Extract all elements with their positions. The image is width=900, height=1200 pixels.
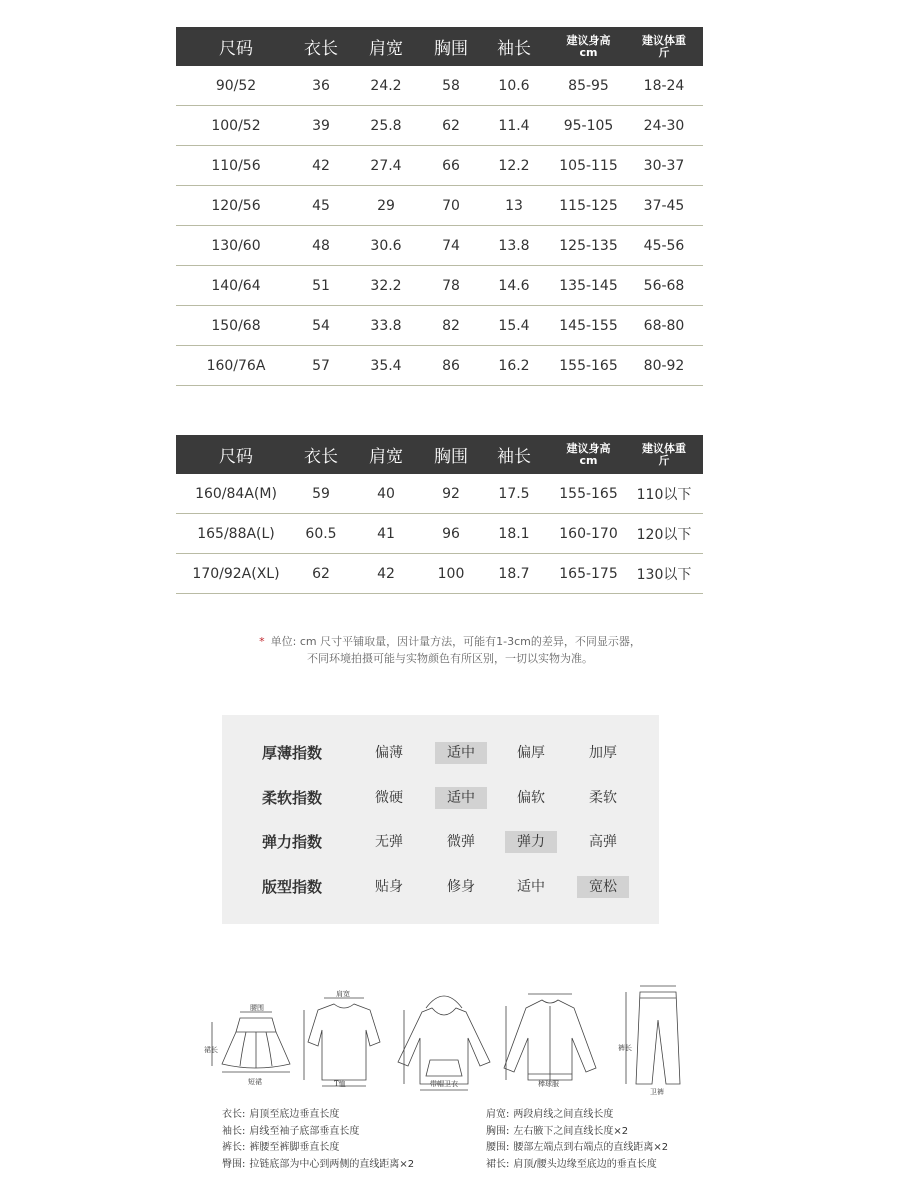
garment-measure-diagram bbox=[200, 980, 700, 1100]
table-cell: 68-80 bbox=[625, 306, 703, 346]
table-cell: 59 bbox=[296, 474, 346, 514]
index-option: 适中 bbox=[517, 878, 545, 895]
table-cell: 130以下 bbox=[625, 554, 703, 594]
table-cell: 41 bbox=[346, 514, 426, 554]
skirt-side-label: 裙长 bbox=[204, 1046, 218, 1054]
note-line1: 单位: cm 尺寸平铺取量，因计量方法，可能有1-3cm的差异，不同显示器， bbox=[270, 635, 641, 648]
table-cell: 82 bbox=[426, 306, 476, 346]
table-row bbox=[176, 514, 703, 554]
skirt-top-label: 腰围 bbox=[250, 1004, 264, 1012]
header-sleeve: 袖长 bbox=[476, 27, 552, 66]
table-cell: 29 bbox=[346, 186, 426, 226]
index-option: 偏软 bbox=[517, 789, 545, 806]
index-label: 版型指数 bbox=[262, 877, 323, 896]
table-cell: 14.6 bbox=[476, 266, 552, 306]
table-cell: 120/56 bbox=[176, 186, 296, 226]
table-cell: 13.8 bbox=[476, 226, 552, 266]
table-cell: 51 bbox=[296, 266, 346, 306]
table-cell: 42 bbox=[346, 554, 426, 594]
table-cell: 33.8 bbox=[346, 306, 426, 346]
table-cell: 85-95 bbox=[552, 66, 625, 106]
header-weight-line1: 建议体重 bbox=[642, 33, 686, 47]
header-length: 衣长 bbox=[296, 27, 346, 66]
table-cell: 110以下 bbox=[625, 474, 703, 514]
table-cell: 35.4 bbox=[346, 346, 426, 386]
header-suggested-height bbox=[552, 27, 625, 66]
header-shoulder: 肩宽 bbox=[346, 27, 426, 66]
definition-item bbox=[486, 1158, 657, 1172]
header-suggested-weight bbox=[625, 435, 703, 474]
table-cell: 60.5 bbox=[296, 514, 346, 554]
index-option-selected: 适中 bbox=[435, 787, 487, 809]
table-row bbox=[176, 66, 703, 106]
table-cell: 74 bbox=[426, 226, 476, 266]
index-option: 加厚 bbox=[589, 745, 617, 761]
index-label: 弹力指数 bbox=[262, 833, 323, 851]
table-cell: 66 bbox=[426, 146, 476, 186]
table-cell: 140/64 bbox=[176, 266, 296, 306]
index-option-selected: 宽松 bbox=[577, 876, 629, 898]
table-cell: 39 bbox=[296, 106, 346, 146]
table-cell: 95-105 bbox=[552, 106, 625, 146]
skirt-figure bbox=[212, 1012, 290, 1072]
table-cell: 25.8 bbox=[346, 106, 426, 146]
table-cell: 18.7 bbox=[476, 554, 552, 594]
table-cell: 100 bbox=[426, 554, 476, 594]
table-row bbox=[176, 346, 703, 386]
header-size: 尺码 bbox=[176, 435, 296, 474]
definition-term: 胸围: bbox=[486, 1125, 510, 1137]
index-option: 微弹 bbox=[447, 834, 475, 850]
index-option: 修身 bbox=[447, 878, 475, 895]
table-cell: 130/60 bbox=[176, 226, 296, 266]
index-option: 偏薄 bbox=[375, 745, 403, 761]
index-label: 厚薄指数 bbox=[262, 744, 323, 762]
definition-desc: 拉链底部为中心到两侧的直线距离×2 bbox=[249, 1158, 415, 1170]
index-option: 贴身 bbox=[375, 878, 403, 895]
table-cell: 86 bbox=[426, 346, 476, 386]
table-row bbox=[176, 474, 703, 514]
index-option: 无弹 bbox=[375, 834, 403, 850]
table-cell: 80-92 bbox=[625, 346, 703, 386]
table-cell: 15.4 bbox=[476, 306, 552, 346]
index-row bbox=[222, 787, 659, 809]
table-cell: 37-45 bbox=[625, 186, 703, 226]
table-cell: 155-165 bbox=[552, 474, 625, 514]
table-cell: 125-135 bbox=[552, 226, 625, 266]
table-cell: 100/52 bbox=[176, 106, 296, 146]
definition-item bbox=[222, 1125, 359, 1139]
definition-desc: 肩顶/腰头边缘至底边的垂直长度 bbox=[513, 1158, 657, 1170]
definition-term: 臀围: bbox=[222, 1158, 246, 1170]
table-cell: 11.4 bbox=[476, 106, 552, 146]
table-cell: 115-125 bbox=[552, 186, 625, 226]
index-row bbox=[222, 742, 659, 764]
header-weight-line1: 建议体重 bbox=[642, 441, 686, 455]
index-option: 微硬 bbox=[375, 789, 403, 806]
table-cell: 145-155 bbox=[552, 306, 625, 346]
definition-term: 袖长: bbox=[222, 1125, 246, 1137]
header-sleeve: 袖长 bbox=[476, 435, 552, 474]
table-cell: 48 bbox=[296, 226, 346, 266]
table-cell: 92 bbox=[426, 474, 476, 514]
size-table-kids bbox=[176, 27, 703, 386]
table-cell: 30-37 bbox=[625, 146, 703, 186]
table-row bbox=[176, 266, 703, 306]
definition-item bbox=[222, 1108, 339, 1122]
note-star: * bbox=[259, 635, 265, 648]
table-cell: 45-56 bbox=[625, 226, 703, 266]
table-cell: 17.5 bbox=[476, 474, 552, 514]
header-shoulder: 肩宽 bbox=[346, 435, 426, 474]
table-cell: 90/52 bbox=[176, 66, 296, 106]
header-height-line1: 建议身高 bbox=[566, 33, 611, 47]
header-height-line2: cm bbox=[579, 45, 598, 59]
hoodie-figure bbox=[398, 996, 490, 1090]
header-weight-line2: 斤 bbox=[658, 453, 670, 467]
definition-item bbox=[486, 1141, 668, 1155]
header-height-line2: cm bbox=[579, 453, 598, 467]
definition-item bbox=[486, 1108, 613, 1122]
table-cell: 18.1 bbox=[476, 514, 552, 554]
definition-item bbox=[222, 1141, 339, 1155]
table-row bbox=[176, 554, 703, 594]
index-label: 柔软指数 bbox=[262, 788, 323, 807]
table-cell: 160/84A(M) bbox=[176, 474, 296, 514]
table-cell: 78 bbox=[426, 266, 476, 306]
table-row bbox=[176, 306, 703, 346]
measurement-note bbox=[0, 633, 900, 667]
table-cell: 16.2 bbox=[476, 346, 552, 386]
definition-item bbox=[486, 1125, 628, 1139]
table-cell: 13 bbox=[476, 186, 552, 226]
definition-desc: 肩顶至底边垂直长度 bbox=[249, 1109, 340, 1120]
definition-term: 肩宽: bbox=[486, 1109, 510, 1120]
table-cell: 40 bbox=[346, 474, 426, 514]
index-option: 柔软 bbox=[589, 789, 617, 806]
table-cell: 155-165 bbox=[552, 346, 625, 386]
size-table-adult bbox=[176, 435, 703, 594]
table-cell: 30.6 bbox=[346, 226, 426, 266]
header-height-line1: 建议身高 bbox=[566, 441, 611, 455]
table-cell: 160-170 bbox=[552, 514, 625, 554]
table-cell: 160/76A bbox=[176, 346, 296, 386]
table-cell: 58 bbox=[426, 66, 476, 106]
index-row bbox=[222, 831, 659, 853]
table-cell: 18-24 bbox=[625, 66, 703, 106]
pants-caption: 卫裤 bbox=[650, 1088, 664, 1096]
table-row bbox=[176, 106, 703, 146]
table-row bbox=[176, 226, 703, 266]
table-cell: 170/92A(XL) bbox=[176, 554, 296, 594]
table-cell: 62 bbox=[426, 106, 476, 146]
table-cell: 62 bbox=[296, 554, 346, 594]
table-header-row bbox=[176, 27, 703, 66]
jacket-caption: 棒球服 bbox=[538, 1080, 559, 1088]
tshirt-top-label: 肩宽 bbox=[336, 990, 350, 998]
hoodie-caption: 带帽卫衣 bbox=[430, 1080, 458, 1088]
table-cell: 110/56 bbox=[176, 146, 296, 186]
table-row bbox=[176, 186, 703, 226]
table-cell: 70 bbox=[426, 186, 476, 226]
definition-term: 腰围: bbox=[486, 1142, 510, 1153]
pants-side-label: 裤长 bbox=[618, 1044, 632, 1052]
header-size: 尺码 bbox=[176, 27, 296, 66]
definition-desc: 裤腰至裤脚垂直长度 bbox=[249, 1142, 340, 1153]
definition-desc: 肩线至袖子底部垂直长度 bbox=[249, 1125, 360, 1137]
definition-term: 衣长: bbox=[222, 1109, 246, 1120]
header-chest: 胸围 bbox=[426, 27, 476, 66]
table-cell: 120以下 bbox=[625, 514, 703, 554]
table-cell: 24.2 bbox=[346, 66, 426, 106]
table-cell: 27.4 bbox=[346, 146, 426, 186]
table-cell: 56-68 bbox=[625, 266, 703, 306]
table-cell: 57 bbox=[296, 346, 346, 386]
table-cell: 24-30 bbox=[625, 106, 703, 146]
jacket-figure bbox=[504, 994, 596, 1080]
table-row bbox=[176, 146, 703, 186]
index-row bbox=[222, 876, 659, 898]
header-weight-line2: 斤 bbox=[658, 45, 670, 59]
header-length: 衣长 bbox=[296, 435, 346, 474]
table-cell: 105-115 bbox=[552, 146, 625, 186]
index-option: 高弹 bbox=[589, 834, 617, 850]
table-cell: 165/88A(L) bbox=[176, 514, 296, 554]
table-cell: 135-145 bbox=[552, 266, 625, 306]
definition-term: 裤长: bbox=[222, 1142, 246, 1153]
table-cell: 12.2 bbox=[476, 146, 552, 186]
note-line2: 不同环境拍摄可能与实物颜色有所区别，一切以实物为准。 bbox=[307, 652, 593, 665]
table-cell: 42 bbox=[296, 146, 346, 186]
table-header-row bbox=[176, 435, 703, 474]
skirt-caption: 短裙 bbox=[248, 1078, 262, 1086]
index-option-selected: 弹力 bbox=[505, 831, 557, 853]
definition-desc: 腰部左端点到右端点的直线距离×2 bbox=[513, 1142, 669, 1153]
table-cell: 45 bbox=[296, 186, 346, 226]
definition-desc: 两段肩线之间直线长度 bbox=[513, 1109, 614, 1120]
index-option: 偏厚 bbox=[517, 745, 545, 761]
table-cell: 32.2 bbox=[346, 266, 426, 306]
definition-item bbox=[222, 1158, 414, 1172]
tshirt-caption: T恤 bbox=[334, 1080, 346, 1088]
note-line1-wrap bbox=[0, 633, 900, 650]
header-chest: 胸围 bbox=[426, 435, 476, 474]
header-suggested-weight bbox=[625, 27, 703, 66]
table-cell: 36 bbox=[296, 66, 346, 106]
table-cell: 150/68 bbox=[176, 306, 296, 346]
pants-figure bbox=[626, 986, 680, 1084]
table-cell: 165-175 bbox=[552, 554, 625, 594]
table-cell: 54 bbox=[296, 306, 346, 346]
index-option-selected: 适中 bbox=[435, 742, 487, 764]
header-suggested-height bbox=[552, 435, 625, 474]
fabric-index-panel bbox=[222, 715, 659, 924]
table-cell: 96 bbox=[426, 514, 476, 554]
definition-desc: 左右腋下之间直线长度×2 bbox=[513, 1125, 629, 1137]
definition-term: 裙长: bbox=[486, 1158, 510, 1170]
table-cell: 10.6 bbox=[476, 66, 552, 106]
tshirt-figure bbox=[304, 998, 380, 1086]
